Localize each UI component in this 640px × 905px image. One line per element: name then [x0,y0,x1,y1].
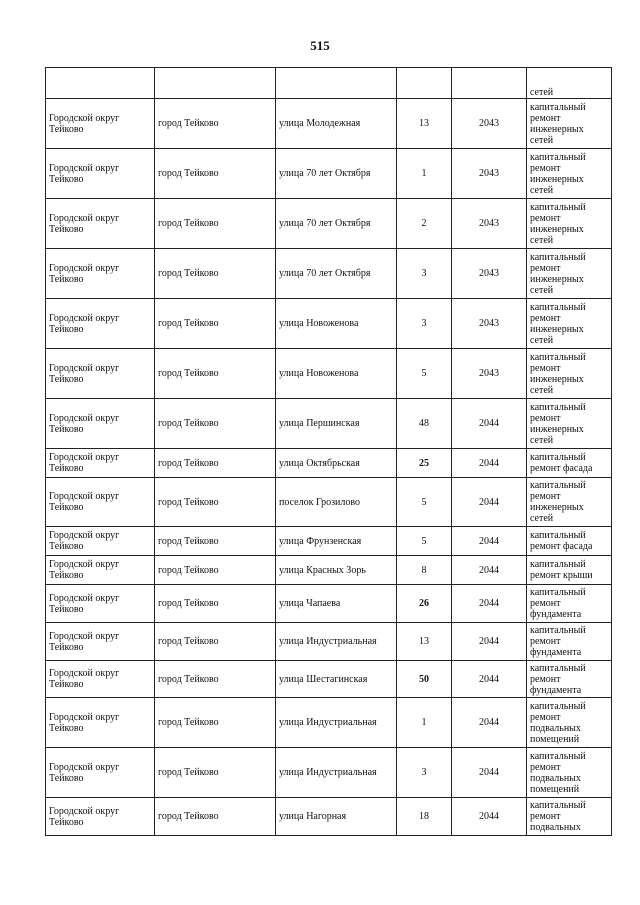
street-cell: улица Шестагинская [276,661,397,698]
work-type-line: фундамента [530,647,582,658]
street-cell: улица 70 лет Октября [276,149,397,199]
work-type-line: капитальный [530,750,586,762]
table-row [46,478,612,527]
city-cell: город Тейково [155,199,276,249]
city-cell: город Тейково [155,349,276,399]
city-cell: город Тейково [155,399,276,449]
city-cell: город Тейково [155,698,276,748]
work-type-line: сетей [530,134,554,146]
city-cell: город Тейково [155,527,276,556]
work-type-line: сетей [530,184,554,196]
repair-schedule-table [45,67,612,836]
street-cell: улица Индустриальная [276,748,397,798]
street-cell: улица Молодежная [276,99,397,149]
street-cell [276,68,397,99]
work-type-line: капитальный [530,587,586,598]
work-type-cell [527,149,612,199]
work-type-cell [527,623,612,661]
city-cell: город Тейково [155,149,276,199]
district-cell: Городской округ Тейково [46,661,155,698]
work-type-line: помещений [530,733,580,745]
year-cell: 2044 [452,585,527,623]
district-cell: Городской округ Тейково [46,478,155,527]
work-type-cell [527,698,612,748]
house-number-cell: 18 [397,798,452,836]
work-type-cell [527,798,612,836]
work-type-line: ремонт [530,711,561,723]
work-type-line: подвальных [530,772,581,784]
work-type-line: инженерных [530,273,584,285]
work-type-line: инженерных [530,123,584,135]
page-number: 515 [310,38,330,53]
table-row [46,527,612,556]
house-number-cell: 5 [397,527,452,556]
work-type-cell [527,478,612,527]
district-cell: Городской округ Тейково [46,748,155,798]
district-cell: Городской округ Тейково [46,349,155,399]
street-cell: улица Чапаева [276,585,397,623]
work-type-line: капитальный [530,401,586,413]
district-cell: Городской округ Тейково [46,299,155,349]
year-cell: 2044 [452,527,527,556]
city-cell: город Тейково [155,449,276,478]
district-cell: Городской округ Тейково [46,698,155,748]
year-cell: 2044 [452,798,527,836]
work-type-cell [527,299,612,349]
table-row [46,299,612,349]
work-type-line: фундамента [530,684,582,696]
street-cell: поселок Грозилово [276,478,397,527]
district-cell: Городской округ Тейково [46,149,155,199]
work-type-cell [527,527,612,556]
work-type-cell [527,661,612,698]
street-cell: улица Красных Зорь [276,556,397,585]
city-cell [155,68,276,99]
city-cell: город Тейково [155,99,276,149]
table-row [46,623,612,661]
district-cell: Городской округ Тейково [46,585,155,623]
work-type-cell [527,748,612,798]
work-type-line: сетей [530,513,554,524]
house-number-cell: 2 [397,199,452,249]
work-type-cell [527,449,612,478]
work-type-line: капитальный [530,530,586,541]
work-type-cell [527,99,612,149]
year-cell: 2043 [452,249,527,299]
work-type-line: ремонт [530,212,561,224]
city-cell: город Тейково [155,478,276,527]
year-cell: 2044 [452,478,527,527]
work-type-line: капитальный [530,251,586,263]
work-type-cell [527,199,612,249]
work-type-line: инженерных [530,223,584,235]
work-type-line: ремонт [530,362,561,374]
table-body [46,68,612,836]
work-type-line: сетей [530,234,554,246]
table-row [46,748,612,798]
work-type-line: капитальный [530,101,586,113]
work-type-line: капитальный [530,301,586,313]
table-row [46,798,612,836]
work-type-line: сетей [530,384,554,396]
house-number-cell: 48 [397,399,452,449]
work-type-line: ремонт фасада [530,541,593,552]
work-type-line: ремонт крыши [530,570,593,581]
work-type-line: инженерных [530,373,584,385]
table-row [46,249,612,299]
street-cell: улица 70 лет Октября [276,249,397,299]
street-cell: улица Новоженова [276,299,397,349]
table-row [46,199,612,249]
work-type-line: ремонт [530,412,561,424]
work-type-line: помещений [530,783,580,795]
year-cell: 2044 [452,661,527,698]
work-type-line: капитальный [530,559,586,570]
work-type-line: подвальных [530,722,581,734]
table-row [46,149,612,199]
work-type-line: ремонт [530,312,561,324]
year-cell: 2044 [452,698,527,748]
year-cell: 2043 [452,349,527,399]
house-number-cell: 5 [397,349,452,399]
work-type-line: ремонт фасада [530,463,593,474]
work-type-line: инженерных [530,502,584,513]
district-cell: Городской округ Тейково [46,527,155,556]
work-type-line: подвальных [530,822,581,833]
house-number-cell: 3 [397,748,452,798]
house-number-cell: 25 [397,449,452,478]
table-row [46,698,612,748]
house-number-cell: 13 [397,99,452,149]
year-cell: 2044 [452,449,527,478]
house-number-cell: 5 [397,478,452,527]
work-type-cell [527,68,612,99]
house-number-cell: 1 [397,149,452,199]
house-number-cell: 8 [397,556,452,585]
work-type-line: инженерных [530,323,584,335]
street-cell: улица Индустриальная [276,698,397,748]
year-cell: 2043 [452,199,527,249]
work-type-cell [527,556,612,585]
work-type-line: ремонт [530,636,561,647]
street-cell: улица Октябрьская [276,449,397,478]
city-cell: город Тейково [155,748,276,798]
work-type-line: капитальный [530,351,586,363]
table-row [46,556,612,585]
work-type-line: капитальный [530,151,586,163]
work-type-cell [527,585,612,623]
work-type-line: капитальный [530,625,586,636]
work-type-line: капитальный [530,700,586,712]
street-cell: улица Новоженова [276,349,397,399]
city-cell: город Тейково [155,556,276,585]
street-cell: улица Индустриальная [276,623,397,661]
table-row [46,349,612,399]
year-cell: 2044 [452,399,527,449]
street-cell: улица Нагорная [276,798,397,836]
work-type-line: сетей [530,284,554,296]
year-cell: 2043 [452,99,527,149]
work-type-line: ремонт [530,491,561,502]
table-row [46,449,612,478]
district-cell: Городской округ Тейково [46,249,155,299]
district-cell: Городской округ Тейково [46,623,155,661]
house-number-cell: 3 [397,299,452,349]
street-cell: улица 70 лет Октября [276,199,397,249]
house-number-cell: 50 [397,661,452,698]
city-cell: город Тейково [155,661,276,698]
table-row [46,399,612,449]
work-type-line: капитальный [530,662,586,674]
year-cell: 2043 [452,149,527,199]
year-cell: 2044 [452,748,527,798]
house-number-cell: 3 [397,249,452,299]
work-type-line: капитальный [530,480,586,491]
work-type-line: инженерных [530,423,584,435]
year-cell: 2044 [452,556,527,585]
work-type-line: сетей [530,434,554,446]
work-type-line: сетей [530,87,554,98]
work-type-line: капитальный [530,201,586,213]
street-cell: улица Фрунзенская [276,527,397,556]
house-number-cell [397,68,452,99]
city-cell: город Тейково [155,249,276,299]
district-cell: Городской округ Тейково [46,399,155,449]
work-type-line: ремонт [530,811,561,822]
work-type-line: ремонт [530,598,561,609]
street-cell: улица Першинская [276,399,397,449]
year-cell [452,68,527,99]
work-type-line: сетей [530,334,554,346]
district-cell: Городской округ Тейково [46,798,155,836]
work-type-cell [527,249,612,299]
work-type-line: инженерных [530,173,584,185]
work-type-line: ремонт [530,262,561,274]
house-number-cell: 26 [397,585,452,623]
district-cell: Городской округ Тейково [46,556,155,585]
table-row [46,585,612,623]
work-type-line: капитальный [530,800,586,811]
year-cell: 2044 [452,623,527,661]
house-number-cell: 13 [397,623,452,661]
district-cell: Городской округ Тейково [46,449,155,478]
work-type-line: ремонт [530,162,561,174]
work-type-line: капитальный [530,452,586,463]
table-row [46,661,612,698]
district-cell: Городской округ Тейково [46,99,155,149]
district-cell: Городской округ Тейково [46,199,155,249]
work-type-line: ремонт [530,761,561,773]
city-cell: город Тейково [155,798,276,836]
city-cell: город Тейково [155,623,276,661]
house-number-cell: 1 [397,698,452,748]
table-row [46,99,612,149]
work-type-cell [527,349,612,399]
district-cell [46,68,155,99]
city-cell: город Тейково [155,299,276,349]
year-cell: 2043 [452,299,527,349]
city-cell: город Тейково [155,585,276,623]
table-row [46,68,612,99]
work-type-line: фундамента [530,609,582,620]
work-type-cell [527,399,612,449]
work-type-line: ремонт [530,112,561,124]
work-type-line: ремонт [530,673,561,685]
